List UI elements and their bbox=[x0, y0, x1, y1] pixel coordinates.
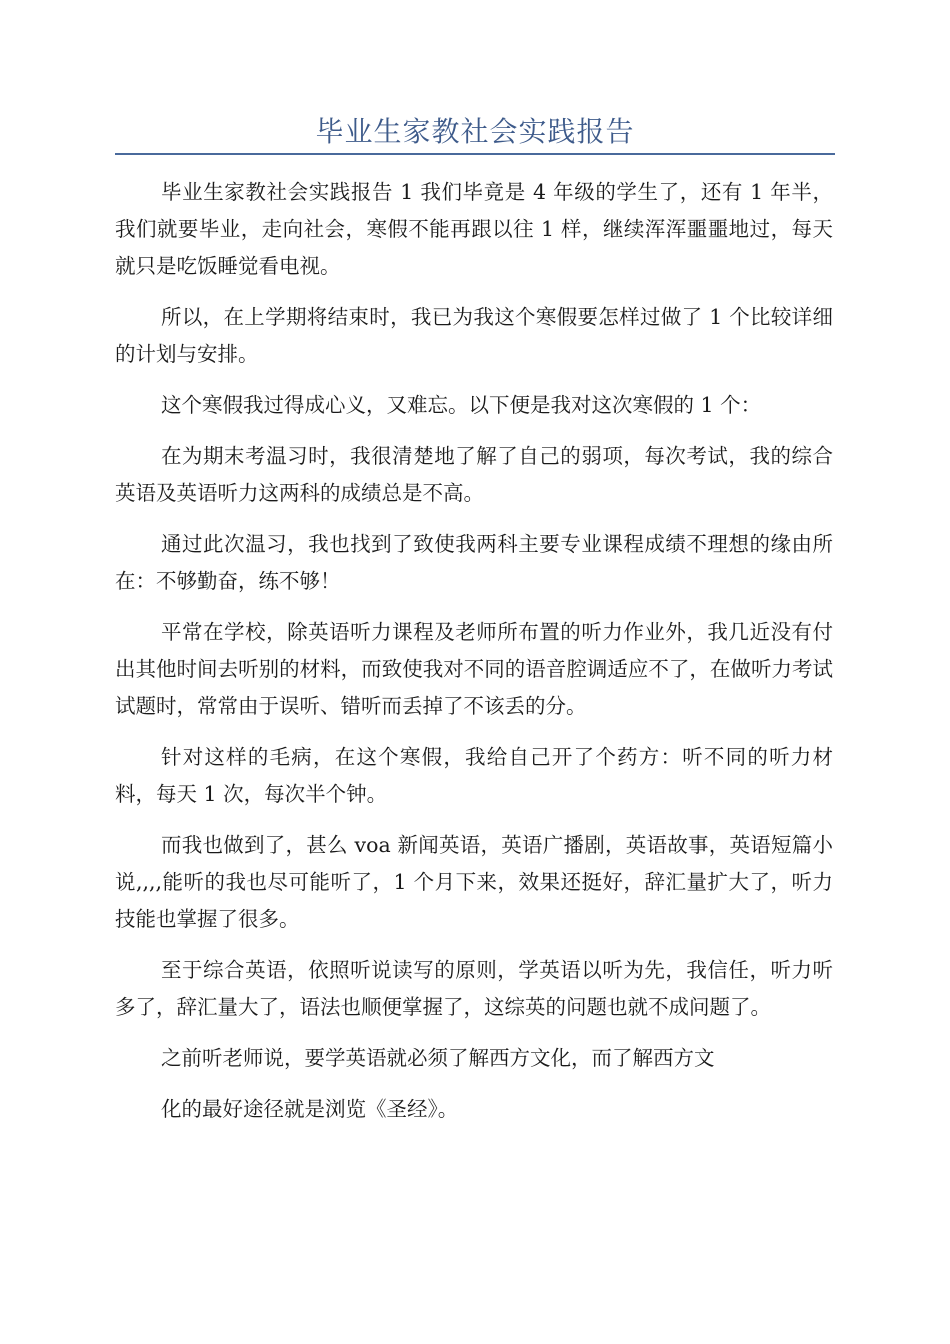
document-body bbox=[115, 174, 833, 1142]
paragraph-8: 而我也做到了，甚么 voa 新闻英语，英语广播剧，英语故事，英语短篇小说,,,,能听的我也尽可能听了，1 个月下来，效果还挺好，辞汇量扩大了，听力技能也掌握了很多。 bbox=[115, 833, 833, 931]
paragraph-11: 化的最好途径就是浏览《圣经》。 bbox=[161, 1097, 459, 1121]
paragraph-9: 至于综合英语，依照听说读写的原则，学英语以听为先，我信任，听力听多了，辞汇量大了，语法也顺便掌握了，这综英的问题也就不成问题了。 bbox=[115, 958, 833, 1019]
paragraph-10: 之前听老师说，要学英语就必须了解西方文化，而了解西方文 bbox=[161, 1046, 715, 1070]
paragraph-3: 这个寒假我过得成心义，又难忘。以下便是我对这次寒假的 1 个： bbox=[161, 393, 762, 417]
paragraph-1: 毕业生家教社会实践报告 1 我们毕竟是 4 年级的学生了，还有 1 年半，我们就要毕业，走向社会，寒假不能再跟以往 1 样，继续浑浑噩噩地过，每天就只是吃饭睡觉看电视。 bbox=[115, 180, 833, 278]
paragraph-7: 针对这样的毛病，在这个寒假，我给自己开了个药方：听不同的听力材料，每天 1 次，每次半个钟。 bbox=[115, 745, 833, 806]
paragraph-2: 所以，在上学期将结束时，我已为我这个寒假要怎样过做了 1 个比较详细的计划与安排。 bbox=[115, 305, 833, 366]
title-underline bbox=[115, 153, 835, 155]
paragraph-5: 通过此次温习，我也找到了致使我两科主要专业课程成绩不理想的缘由所在：不够勤奋，练不够！ bbox=[115, 532, 833, 593]
paragraph-4: 在为期末考温习时，我很清楚地了解了自己的弱项，每次考试，我的综合英语及英语听力这两科的成绩总是不高。 bbox=[115, 444, 833, 505]
document-title: 毕业生家教社会实践报告 bbox=[315, 115, 635, 148]
paragraph-6: 平常在学校，除英语听力课程及老师所布置的听力作业外，我几近没有付出其他时间去听别的材料，而致使我对不同的语音腔调适应不了，在做听力考试试题时，常常由于误听、错听而丢掉了不该丢的分。 bbox=[115, 620, 833, 718]
